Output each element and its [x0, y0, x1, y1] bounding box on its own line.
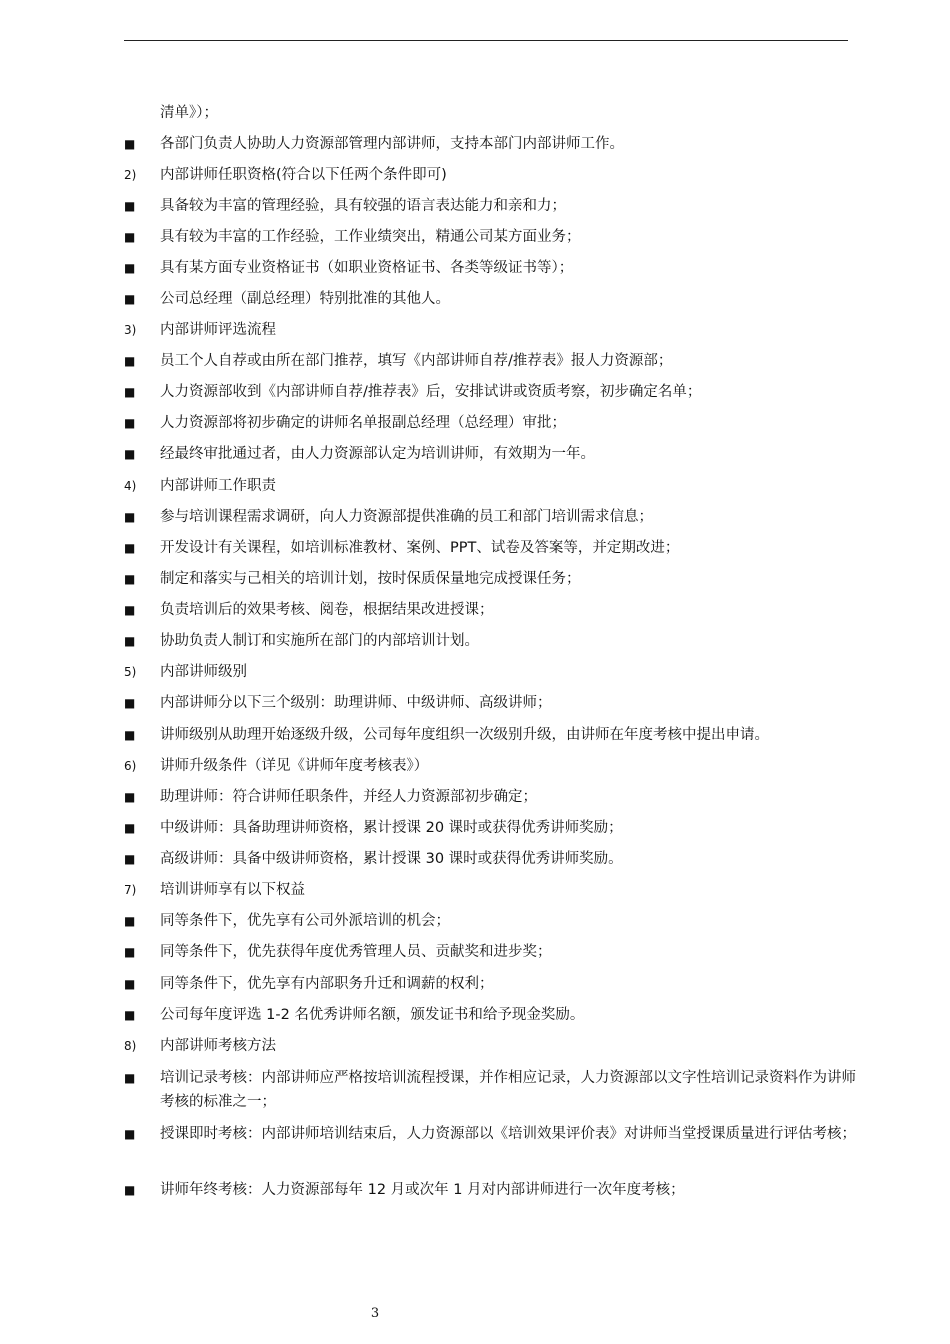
- bullet-item: ■ 人力资源部将初步确定的讲师名单报副总经理（总经理）审批；: [124, 415, 566, 431]
- text-line: 清单》）；: [160, 105, 218, 121]
- bullet-marker: ■: [124, 541, 136, 555]
- bullet-item: ■ 负责培训后的效果考核、阅卷，根据结果改进授课；: [124, 602, 494, 618]
- section-number: 4): [124, 479, 137, 493]
- section-number: 7): [124, 883, 137, 897]
- bullet-item: ■ 公司总经理（副总经理）特别批准的其他人。: [124, 291, 450, 307]
- bullet-item: ■ 开发设计有关课程，如培训标准教材、案例、PPT、试卷及答案等，并定期改进；: [124, 540, 680, 556]
- section-heading: 3) 内部讲师评选流程: [124, 322, 276, 338]
- section-number: 2): [124, 168, 137, 182]
- bullet-marker: ■: [124, 728, 136, 742]
- section-heading: 5) 内部讲师级别: [124, 664, 247, 680]
- bullet-item: ■ 助理讲师：符合讲师任职条件，并经人力资源部初步确定；: [124, 789, 537, 805]
- bullet-marker: ■: [124, 510, 136, 524]
- bullet-item: ■ 具有较为丰富的工作经验，工作业绩突出，精通公司某方面业务；: [124, 229, 581, 245]
- section-number: 5): [124, 665, 137, 679]
- bullet-item: ■ 制定和落实与己相关的培训计划，按时保质保量地完成授课任务；: [124, 571, 581, 587]
- bullet-marker: ■: [124, 199, 136, 213]
- bullet-item: ■ 具有某方面专业资格证书（如职业资格证书、各类等级证书等）；: [124, 260, 574, 276]
- section-number: 8): [124, 1039, 137, 1053]
- bullet-item: ■ 经最终审批通过者，由人力资源部认定为培训讲师，有效期为一年。: [124, 446, 595, 462]
- bullet-marker: ■: [124, 1127, 136, 1141]
- bullet-item: ■ 具备较为丰富的管理经验，具有较强的语言表达能力和亲和力；: [124, 198, 566, 214]
- bullet-marker: ■: [124, 1183, 136, 1197]
- section-heading: 8) 内部讲师考核方法: [124, 1038, 276, 1054]
- bullet-marker: ■: [124, 945, 136, 959]
- bullet-item: ■ 培训记录考核：内部讲师应严格按培训流程授课，并作相应记录，人力资源部以文字性培训记录资料作为讲师考核的标准之一；: [124, 1066, 862, 1114]
- bullet-item: ■ 同等条件下，优先享有内部职务升迁和调薪的权利；: [124, 976, 494, 992]
- bullet-marker: ■: [124, 852, 136, 866]
- bullet-item: ■ 各部门负责人协助人力资源部管理内部讲师，支持本部门内部讲师工作。: [124, 136, 624, 152]
- bullet-marker: ■: [124, 790, 136, 804]
- bullet-marker: ■: [124, 634, 136, 648]
- bullet-item: ■ 中级讲师：具备助理讲师资格，累计授课 20 课时或获得优秀讲师奖励；: [124, 820, 623, 836]
- section-heading: 2) 内部讲师任职资格(符合以下任两个条件即可): [124, 167, 447, 183]
- bullet-item: ■ 同等条件下，优先获得年度优秀管理人员、贡献奖和进步奖；: [124, 944, 552, 960]
- bullet-marker: ■: [124, 977, 136, 991]
- bullet-marker: ■: [124, 572, 136, 586]
- section-number: 3): [124, 323, 137, 337]
- bullet-marker: ■: [124, 447, 136, 461]
- section-heading: 7) 培训讲师享有以下权益: [124, 882, 305, 898]
- bullet-marker: ■: [124, 137, 136, 151]
- section-number: 6): [124, 759, 137, 773]
- bullet-marker: ■: [124, 385, 136, 399]
- bullet-item: ■ 高级讲师：具备中级讲师资格，累计授课 30 课时或获得优秀讲师奖励。: [124, 851, 623, 867]
- bullet-marker: ■: [124, 1071, 136, 1085]
- bullet-marker: ■: [124, 261, 136, 275]
- bullet-marker: ■: [124, 1008, 136, 1022]
- bullet-item: ■ 员工个人自荐或由所在部门推荐，填写《内部讲师自荐/推荐表》报人力资源部；: [124, 353, 673, 369]
- bullet-marker: ■: [124, 292, 136, 306]
- bullet-marker: ■: [124, 230, 136, 244]
- bullet-marker: ■: [124, 416, 136, 430]
- bullet-item: ■ 授课即时考核：内部讲师培训结束后，人力资源部以《培训效果评价表》对讲师当堂授课质量进行评估考核；: [124, 1122, 862, 1146]
- bullet-marker: ■: [124, 603, 136, 617]
- bullet-item: ■ 内部讲师分以下三个级别：助理讲师、中级讲师、高级讲师；: [124, 695, 552, 711]
- bullet-item: ■ 同等条件下，优先享有公司外派培训的机会；: [124, 913, 450, 929]
- bullet-marker: ■: [124, 354, 136, 368]
- bullet-item: ■ 协助负责人制订和实施所在部门的内部培训计划。: [124, 633, 479, 649]
- header-rule: [124, 40, 848, 41]
- bullet-item: ■ 人力资源部收到《内部讲师自荐/推荐表》后，安排试讲或资质考察，初步确定名单；: [124, 384, 702, 400]
- section-heading: 6) 讲师升级条件（详见《讲师年度考核表》）: [124, 758, 429, 774]
- page-number: 3: [370, 1306, 380, 1321]
- bullet-item: ■ 讲师级别从助理开始逐级升级，公司每年度组织一次级别升级，由讲师在年度考核中提出申请。: [124, 727, 769, 743]
- bullet-marker: ■: [124, 821, 136, 835]
- bullet-marker: ■: [124, 696, 136, 710]
- bullet-item: ■ 公司每年度评选 1-2 名优秀讲师名额，颁发证书和给予现金奖励。: [124, 1007, 585, 1023]
- bullet-marker: ■: [124, 914, 136, 928]
- bullet-item: ■ 讲师年终考核：人力资源部每年 12 月或次年 1 月对内部讲师进行一次年度考核；: [124, 1182, 685, 1198]
- section-heading: 4) 内部讲师工作职责: [124, 478, 276, 494]
- bullet-item: ■ 参与培训课程需求调研，向人力资源部提供准确的员工和部门培训需求信息；: [124, 509, 653, 525]
